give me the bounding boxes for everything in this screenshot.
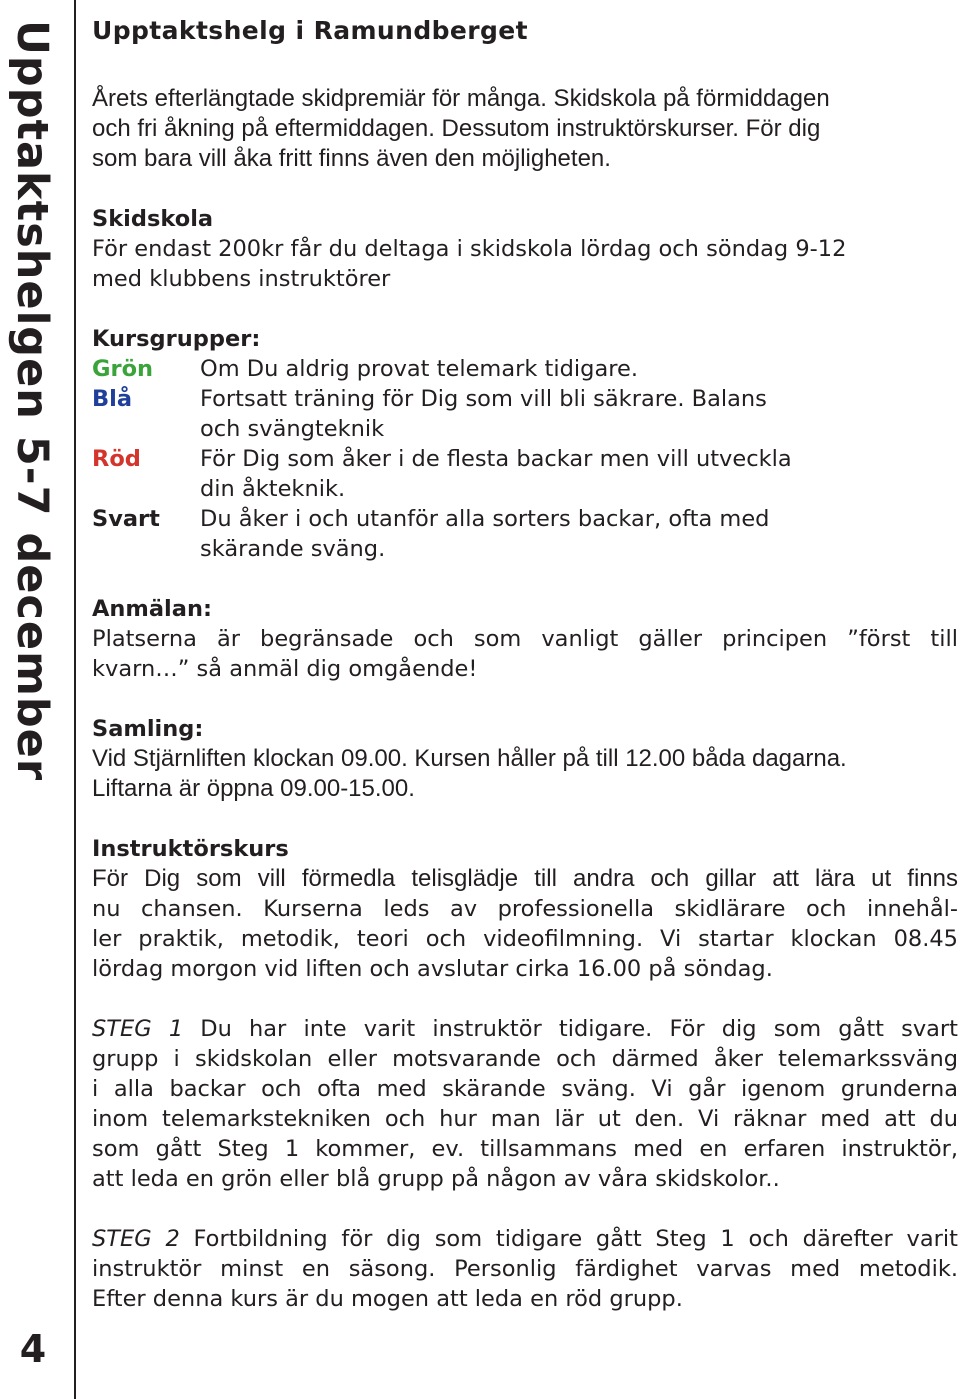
skidskola-line: För endast 200kr får du deltaga i skidskola lördag och söndag 9-12 xyxy=(92,236,847,262)
steg1-first-line xyxy=(92,1014,958,1044)
group-desc-gron xyxy=(200,354,958,384)
samling-line: Vid Stjärnliften klockan 09.00. Kursen håller på till 12.00 båda dagarna. xyxy=(92,745,847,772)
side-title: Upptaktshelgen 5-7 december xyxy=(7,20,57,782)
group-name-bla: Blå xyxy=(92,386,133,412)
steg2-line: instruktör minst en säsong. Personlig färdighet varvas med metodik. xyxy=(92,1256,958,1282)
group-row-gron xyxy=(92,354,958,384)
group-desc-line: och svängteknik xyxy=(200,416,385,442)
instruktorskurs-section xyxy=(92,834,958,984)
intro-line: Årets efterlängtade skidpremiär för många. Skidskola på förmiddagen xyxy=(92,85,830,112)
instruktorskurs-line: För Dig som vill förmedla telisglädje till andra och gillar att lära ut finns xyxy=(92,865,958,892)
steg2-label: STEG 2 xyxy=(92,1226,180,1252)
steg1-line: att leda en grön eller blå grupp på någon av våra skidskolor.. xyxy=(92,1166,780,1192)
instruktorskurs-line: ler praktik, metodik, teori och videofilmning. Vi startar klockan 08.45 xyxy=(92,926,958,952)
group-desc-line: din åkteknik. xyxy=(200,476,346,502)
instruktorskurs-line: nu chansen. Kurserna leds av professionella skidlärare och innehål- xyxy=(92,896,958,922)
steg1-line: som gått Steg 1 kommer, ev. tillsammans med en erfaren instruktör, xyxy=(92,1136,958,1162)
group-name-svart: Svart xyxy=(92,506,160,532)
article-heading: Upptaktshelg i Ramundberget xyxy=(92,16,529,45)
instruktorskurs-line: lördag morgon vid liften och avslutar cirka 16.00 på söndag. xyxy=(92,956,773,982)
group-desc-line: skärande sväng. xyxy=(200,536,386,562)
group-desc-bla xyxy=(200,384,958,444)
steg1-line: inom telemarkstekniken och hur man lär ut den. Vi räknar med att du xyxy=(92,1106,958,1132)
steg2-first-line xyxy=(92,1224,958,1254)
kursgrupper-label: Kursgrupper: xyxy=(92,326,261,352)
group-row-rod xyxy=(92,444,958,504)
instruktorskurs-label: Instruktörskurs xyxy=(92,836,289,862)
skidskola-section xyxy=(92,204,958,294)
group-row-bla xyxy=(92,384,958,444)
steg1-label: STEG 1 xyxy=(92,1016,184,1042)
samling-line: Liftarna är öppna 09.00-15.00. xyxy=(92,775,415,802)
group-desc-line: Du åker i och utanför alla sorters backar, ofta med xyxy=(200,506,770,532)
anmalan-line: Platserna är begränsade och som vanligt gäller principen ”först till xyxy=(92,626,958,652)
vertical-divider xyxy=(74,0,76,1399)
group-desc-rod xyxy=(200,444,958,504)
anmalan-section xyxy=(92,594,958,684)
skidskola-line: med klubbens instruktörer xyxy=(92,266,391,292)
steg1-line: i alla backar och ofta med skärande sväng. Vi går igenom grunderna xyxy=(92,1076,958,1102)
steg1-first-text: Du har inte varit instruktör tidigare. För dig som gått svart xyxy=(183,1016,958,1042)
group-row-svart xyxy=(92,504,958,564)
steg2-line: Efter denna kurs är du mogen att leda en röd grupp. xyxy=(92,1286,683,1312)
skidskola-label: Skidskola xyxy=(92,206,214,232)
samling-section xyxy=(92,714,958,804)
intro-line: och fri åkning på eftermiddagen. Dessutom instruktörskurser. För dig xyxy=(92,115,821,142)
group-desc-line: Om Du aldrig provat telemark tidigare. xyxy=(200,356,638,382)
anmalan-line: kvarn…” så anmäl dig omgående! xyxy=(92,656,478,682)
intro-line: som bara vill åka fritt finns även den möjligheten. xyxy=(92,145,611,172)
page-number: 4 xyxy=(19,1327,47,1371)
intro-paragraph xyxy=(92,84,958,174)
group-name-gron: Grön xyxy=(92,356,154,382)
group-name-rod: Röd xyxy=(92,446,141,472)
steg2-section xyxy=(92,1224,958,1314)
anmalan-label: Anmälan: xyxy=(92,596,212,622)
samling-label: Samling: xyxy=(92,716,204,742)
article xyxy=(92,14,958,1314)
kursgrupper-section xyxy=(92,324,958,564)
steg1-section xyxy=(92,1014,958,1194)
group-desc-line: För Dig som åker i de flesta backar men vill utveckla xyxy=(200,446,792,472)
steg2-first-text: Fortbildning för dig som tidigare gått Steg 1 och därefter varit xyxy=(179,1226,958,1252)
steg1-line: grupp i skidskolan eller motsvarande och därmed åker telemarkssväng xyxy=(92,1046,958,1072)
group-desc-line: Fortsatt träning för Dig som vill bli säkrare. Balans xyxy=(200,386,767,412)
group-desc-svart xyxy=(200,504,958,564)
